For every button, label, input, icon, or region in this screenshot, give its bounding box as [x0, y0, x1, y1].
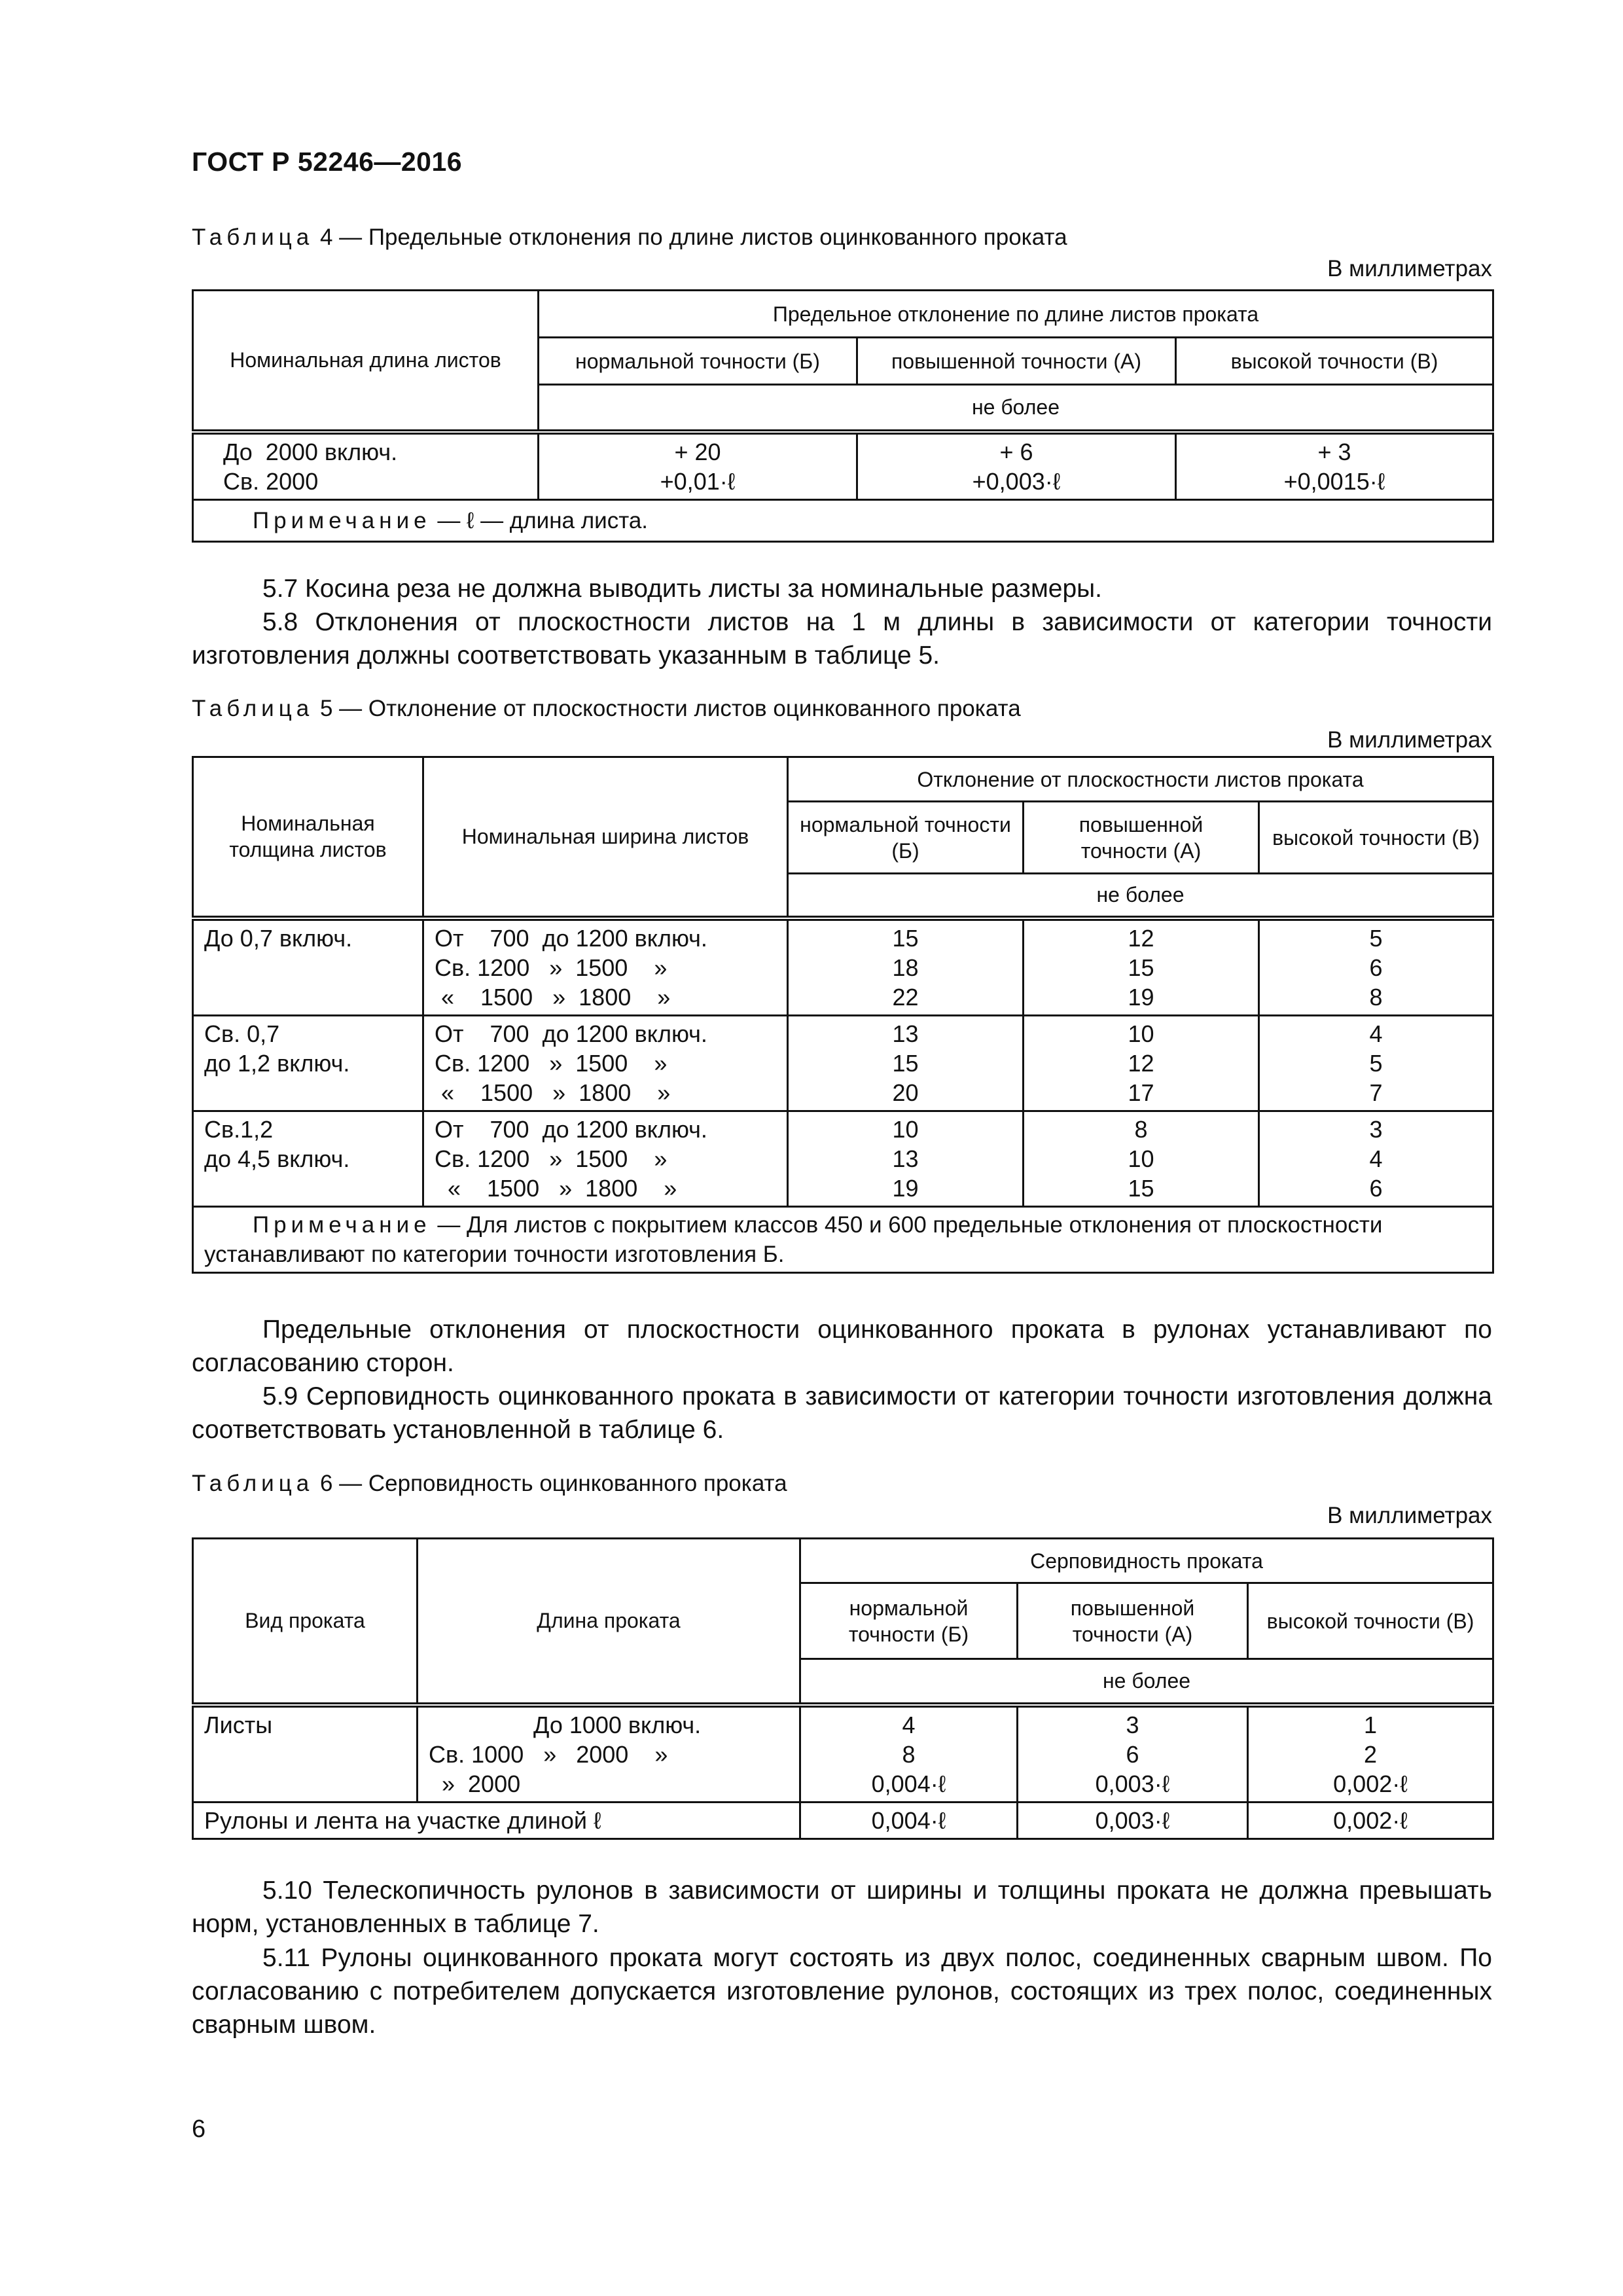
- cell-line: » 2000: [429, 1770, 521, 1797]
- paragraph-text: 5.7 Косина реза не должна выводить листы за номинальные размеры.: [262, 575, 1103, 603]
- page-number: 6: [192, 2115, 206, 2143]
- table6-unit: В миллиметрах: [1327, 1503, 1492, 1528]
- table6-rolls-a: 0,003·ℓ: [1018, 1802, 1248, 1839]
- table4-group-header: Предельное отклонение по длине листов проката: [539, 291, 1493, 338]
- paragraph-text: Предельные отклонения от плоскостности оцинкованного проката в рулонах устанавливают по согласованию сторон.: [192, 1316, 1492, 1377]
- table-row: [193, 1705, 1493, 1803]
- table6: [192, 1537, 1494, 1840]
- cell-line: Св. 1200 » 1500 »: [435, 1145, 668, 1172]
- cell-line: +0,003·ℓ: [972, 467, 1061, 495]
- table5-b-cell: [788, 1111, 1024, 1206]
- cell-line: До 0,7 включ.: [204, 924, 353, 952]
- cell-line: От 700 до 1200 включ.: [435, 924, 707, 952]
- cell-line: 13: [892, 1145, 919, 1172]
- cell-line: + 20: [674, 438, 721, 465]
- paragraph-5-8: [192, 605, 1492, 672]
- cell-line: 0,004·ℓ: [871, 1770, 946, 1797]
- table4-caption: [192, 224, 1067, 251]
- cell-line: до 1,2 включ.: [204, 1049, 350, 1077]
- cell-line: 3: [1126, 1711, 1139, 1738]
- paragraph-5-11: [192, 1941, 1492, 2041]
- table5-col1-header: Номинальная толщина листов: [193, 757, 423, 918]
- cell-line: 4: [902, 1711, 916, 1738]
- table5-a-cell: [1024, 1015, 1259, 1111]
- cell-line: Св. 1200 » 1500 »: [435, 1049, 668, 1077]
- table5-subheader-b: нормальной точности (Б): [788, 802, 1024, 874]
- table5-a-cell: [1024, 1111, 1259, 1206]
- cell-line: 12: [1128, 924, 1154, 952]
- table5: [192, 756, 1494, 1274]
- table6-caption: [192, 1471, 787, 1497]
- table5-a-cell: [1024, 918, 1259, 1016]
- cell-line: 13: [892, 1020, 919, 1047]
- cell-line: 22: [892, 983, 919, 1011]
- table4-note: [193, 499, 1493, 541]
- note-text: — Для листов с покрытием классов 450 и 600 предельные отклонения от плоскостности устанавливают по категории точности изготовления Б.: [204, 1211, 1383, 1267]
- cell-line: Св. 0,7: [204, 1020, 280, 1047]
- table5-caption: [192, 696, 1021, 722]
- table4-subheader-a: повышенной точности (А): [857, 338, 1176, 385]
- cell-line: 5: [1369, 1049, 1383, 1077]
- table4-caption-word: Таблица: [192, 224, 314, 250]
- table-row: [193, 918, 1493, 1016]
- table5-v-cell: [1259, 918, 1493, 1016]
- table6-subheader-a: повышенной точности (А): [1018, 1583, 1248, 1659]
- table6-caption-text: 6 — Серповидность оцинкованного проката: [313, 1471, 787, 1496]
- cell-line: 8: [1369, 983, 1383, 1011]
- cell-line: 0,003·ℓ: [1095, 1770, 1170, 1797]
- cell-line: До 1000 включ.: [429, 1711, 702, 1738]
- cell-line: 19: [1128, 983, 1154, 1011]
- table6-group-header: Серповидность проката: [800, 1539, 1493, 1583]
- cell-line: 4: [1369, 1145, 1383, 1172]
- cell-line: 6: [1126, 1740, 1139, 1768]
- cell-line: + 3: [1317, 438, 1351, 465]
- table4-subheader-v: высокой точности (В): [1176, 338, 1493, 385]
- cell-line: +0,0015·ℓ: [1283, 467, 1385, 495]
- table6-not-more: не более: [800, 1659, 1493, 1705]
- table6-v-cell: [1248, 1705, 1493, 1803]
- table6-a-cell: [1018, 1705, 1248, 1803]
- cell-line: 15: [892, 1049, 919, 1077]
- cell-line: Св. 1000 » 2000 »: [429, 1740, 668, 1768]
- cell-line: + 6: [999, 438, 1033, 465]
- table5-not-more: не более: [788, 874, 1493, 918]
- table5-b-cell: [788, 918, 1024, 1016]
- table6-rolls-b: 0,004·ℓ: [800, 1802, 1018, 1839]
- cell-line: 0,002·ℓ: [1333, 1770, 1408, 1797]
- paragraph-text: 5.8 Отклонения от плоскостности листов на 1 м длины в зависимости от категории точности изготовления должны соответствовать указанным в таблице 5.: [192, 608, 1492, 670]
- cell-line: 2: [1364, 1740, 1378, 1768]
- paragraph-text: 5.10 Телескопичность рулонов в зависимости от ширины и толщины проката не должна превышать норм, установленных в таблице 7.: [192, 1876, 1492, 1938]
- table5-width-cell: [423, 1015, 788, 1111]
- table5-thickness-cell: [193, 1111, 423, 1206]
- cell-line: 5: [1369, 924, 1383, 952]
- cell-line: 7: [1369, 1079, 1383, 1106]
- table5-subheader-a: повышенной точности (А): [1024, 802, 1259, 874]
- cell-line: 15: [1128, 1174, 1154, 1202]
- table6-caption-word: Таблица: [192, 1471, 314, 1496]
- table6-length-cell: [418, 1705, 800, 1803]
- cell-line: 6: [1369, 954, 1383, 981]
- cell-line: « 1500 » 1800 »: [435, 1079, 671, 1106]
- table4: [192, 289, 1494, 543]
- cell-line: 15: [1128, 954, 1154, 981]
- cell-line: 1: [1364, 1711, 1378, 1738]
- table6-rolls-v: 0,002·ℓ: [1248, 1802, 1493, 1839]
- table6-col1-header: Вид проката: [193, 1539, 418, 1705]
- cell-line: 3: [1369, 1115, 1383, 1143]
- paragraph-5-7: [192, 572, 1492, 605]
- cell-line: до 4,5 включ.: [204, 1145, 350, 1172]
- table4-not-more: не более: [539, 385, 1493, 432]
- table5-col2-header: Номинальная ширина листов: [423, 757, 788, 918]
- cell-line: Св. 2000: [223, 467, 319, 495]
- table5-v-cell: [1259, 1111, 1493, 1206]
- table-row: [193, 1015, 1493, 1111]
- table5-width-cell: [423, 918, 788, 1016]
- paragraph-5-10: [192, 1874, 1492, 1941]
- table4-col1-header: Номинальная длина листов: [193, 291, 539, 432]
- table6-kind-cell: Листы: [193, 1705, 418, 1803]
- table4-subheader-b: нормальной точности (Б): [539, 338, 857, 385]
- table6-subheader-b: нормальной точности (Б): [800, 1583, 1018, 1659]
- table5-unit: В миллиметрах: [1327, 727, 1492, 753]
- table5-v-cell: [1259, 1015, 1493, 1111]
- table-row: [193, 1802, 1493, 1839]
- table4-a-cell: [857, 432, 1176, 500]
- table4-caption-text: 4 — Предельные отклонения по длине листов оцинкованного проката: [313, 224, 1067, 250]
- paragraph-rolls-flatness: [192, 1313, 1492, 1380]
- note-text: — ℓ — длина листа.: [431, 507, 649, 533]
- cell-line: От 700 до 1200 включ.: [435, 1115, 707, 1143]
- cell-line: 10: [892, 1115, 919, 1143]
- cell-line: 12: [1128, 1049, 1154, 1077]
- cell-line: 15: [892, 924, 919, 952]
- cell-line: 20: [892, 1079, 919, 1106]
- table6-b-cell: [800, 1705, 1018, 1803]
- table4-v-cell: [1176, 432, 1493, 500]
- table6-subheader-v: высокой точности (В): [1248, 1583, 1493, 1659]
- note-label: Примечание: [253, 507, 431, 533]
- cell-line: Св.1,2: [204, 1115, 274, 1143]
- cell-line: 10: [1128, 1020, 1154, 1047]
- cell-line: 18: [892, 954, 919, 981]
- cell-line: 10: [1128, 1145, 1154, 1172]
- cell-line: 6: [1369, 1174, 1383, 1202]
- table5-caption-text: 5 — Отклонение от плоскостности листов оцинкованного проката: [313, 696, 1021, 721]
- cell-line: +0,01·ℓ: [660, 467, 736, 495]
- table4-length-cell: [193, 432, 539, 500]
- cell-line: « 1500 » 1800 »: [435, 983, 671, 1011]
- cell-line: 19: [892, 1174, 919, 1202]
- table6-rolls-label: Рулоны и лента на участке длиной ℓ: [193, 1802, 800, 1839]
- table5-b-cell: [788, 1015, 1024, 1111]
- cell-line: Св. 1200 » 1500 »: [435, 954, 668, 981]
- cell-line: « 1500 » 1800 »: [435, 1174, 677, 1202]
- table-row: [193, 432, 1493, 500]
- table4-unit: В миллиметрах: [1327, 256, 1492, 281]
- cell-line: 4: [1369, 1020, 1383, 1047]
- table5-subheader-v: высокой точности (В): [1259, 802, 1493, 874]
- table-row: [193, 1111, 1493, 1206]
- table5-thickness-cell: [193, 1015, 423, 1111]
- table5-note: [193, 1206, 1493, 1272]
- cell-line: До 2000 включ.: [223, 438, 398, 465]
- paragraph-text: 5.9 Серповидность оцинкованного проката в зависимости от категории точности изготовления должна соответствовать установленной в таблице 6.: [192, 1382, 1492, 1444]
- table5-width-cell: [423, 1111, 788, 1206]
- cell-line: От 700 до 1200 включ.: [435, 1020, 707, 1047]
- note-label: Примечание: [253, 1211, 431, 1238]
- cell-line: 8: [902, 1740, 916, 1768]
- table5-group-header: Отклонение от плоскостности листов проката: [788, 757, 1493, 802]
- paragraph-text: 5.11 Рулоны оцинкованного проката могут состоять из двух полос, соединенных сварным швом. По согласованию с потребителем допускается изготовление рулонов, состоящих из трех полос, соединенных сварным швом.: [192, 1944, 1492, 2039]
- table4-b-cell: [539, 432, 857, 500]
- table5-caption-word: Таблица: [192, 696, 314, 721]
- paragraph-5-9: [192, 1380, 1492, 1446]
- table5-thickness-cell: [193, 918, 423, 1016]
- table6-col2-header: Длина проката: [418, 1539, 800, 1705]
- cell-line: 17: [1128, 1079, 1154, 1106]
- document-header: ГОСТ Р 52246—2016: [192, 147, 463, 177]
- cell-line: 8: [1134, 1115, 1148, 1143]
